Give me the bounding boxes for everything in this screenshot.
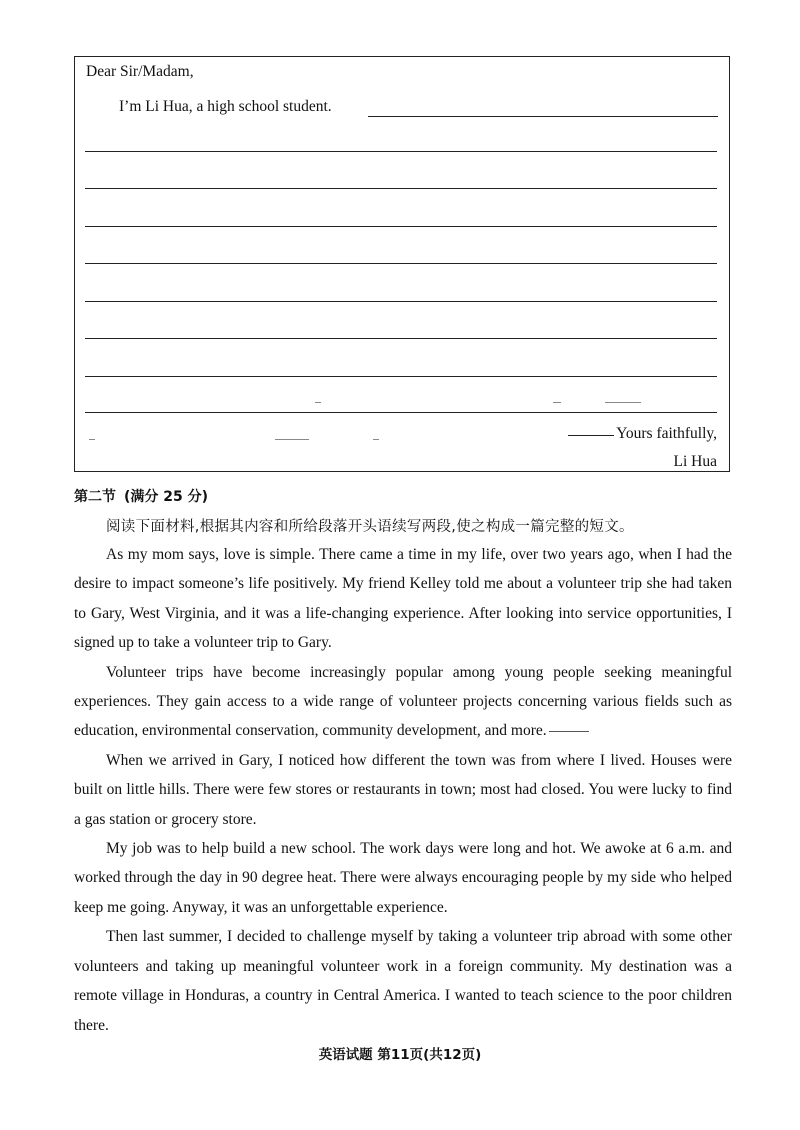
writing-line[interactable] <box>368 116 718 117</box>
scan-speck <box>275 439 309 440</box>
writing-line[interactable] <box>85 338 717 339</box>
writing-line[interactable] <box>85 188 717 189</box>
writing-line[interactable] <box>85 226 717 227</box>
scan-speck <box>553 402 561 403</box>
closing-lead-line[interactable] <box>568 435 614 436</box>
passage-paragraph-text: Volunteer trips have become increasingly popular among young people seeking meaningful experiences. They gain access to a wide range of volunteer projects concerning various fields such as education, environmental conservation, community development, and more. <box>74 663 732 740</box>
page-footer: 英语试题 第11页(共12页) <box>318 1047 482 1063</box>
passage-paragraph: As my mom says, love is simple. There came a time in my life, over two years ago, when I had the desire to impact someone’s life positively. My friend Kelley told me about a volunteer trip she had taken to Gary, West Virginia, and it was a life-changing experience. After looking into service opportunities, I signed up to take a volunteer trip to Gary. <box>74 546 732 652</box>
writing-line[interactable] <box>85 151 717 152</box>
writing-line[interactable] <box>85 263 717 264</box>
section-score: (满分 25 分) <box>124 489 209 505</box>
scan-speck <box>605 402 641 403</box>
reading-passage <box>74 540 732 1040</box>
scan-speck <box>373 439 379 440</box>
passage-paragraph: My job was to help build a new school. The work days were long and hot. We awoke at 6 a.m. and worked through the day in 90 degree heat. There were always encouraging people by my side who helped keep me going. Anyway, it was an unforgettable experience. <box>74 840 732 916</box>
section-heading <box>74 486 208 506</box>
letter-signature: Li Hua <box>673 453 717 470</box>
scan-speck <box>315 402 321 403</box>
letter-opening-line: I’m Li Hua, a high school student. <box>119 98 332 115</box>
letter-salutation: Dear Sir/Madam, <box>86 63 194 80</box>
passage-paragraph: Then last summer, I decided to challenge myself by taking a volunteer trip abroad with some other volunteers and taking up meaningful volunteer work in a foreign community. My destination was a remote village in Honduras, a country in Central America. I wanted to teach science to the poor children there. <box>74 928 732 1034</box>
section-title: 第二节 <box>74 489 116 505</box>
closing-text: Yours faithfully, <box>616 425 717 442</box>
writing-line[interactable] <box>85 376 717 377</box>
stray-blank-line <box>549 731 589 732</box>
passage-paragraph <box>74 658 732 746</box>
passage-paragraph: When we arrived in Gary, I noticed how different the town was from where I lived. Houses were built on little hills. There were few stores or restaurants in town; most had closed. You were lucky to find a gas station or grocery store. <box>74 751 732 828</box>
letter-writing-box <box>74 56 730 472</box>
writing-line[interactable] <box>85 412 717 413</box>
section-instructions: 阅读下面材料,根据其内容和所给段落开头语续写两段,使之构成一篇完整的短文。 <box>106 519 634 535</box>
letter-closing <box>568 425 717 443</box>
scan-speck <box>89 439 95 440</box>
writing-line[interactable] <box>85 301 717 302</box>
